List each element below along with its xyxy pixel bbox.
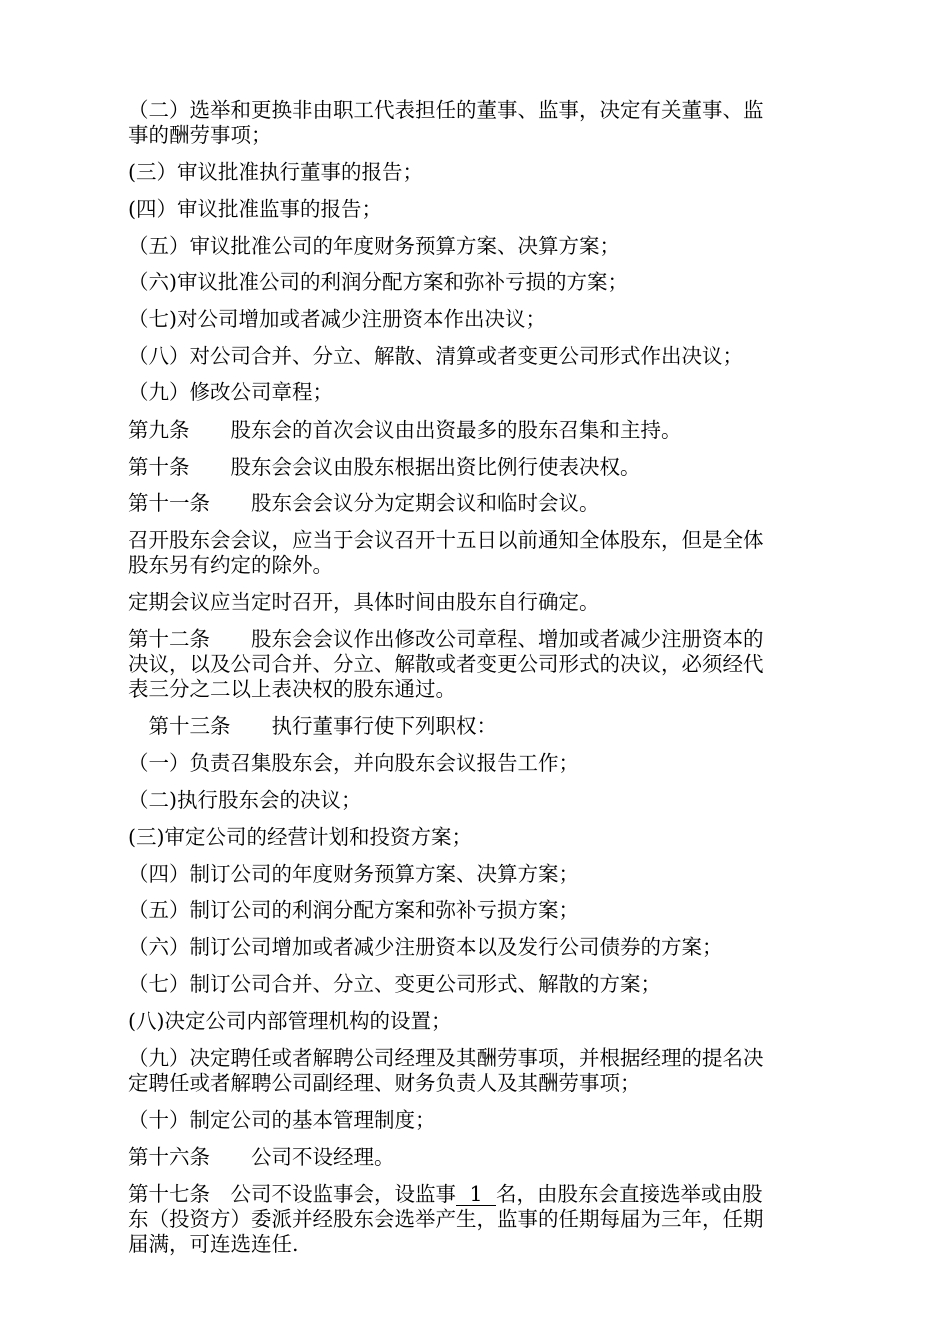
text-line: 第十二条 股东会会议作出修改公司章程、增加或者减少注册资本的 bbox=[128, 627, 764, 651]
text-line: （五）制订公司的利润分配方案和弥补亏损方案； bbox=[128, 898, 579, 922]
text-line: （六）制订公司增加或者减少注册资本以及发行公司债券的方案； bbox=[128, 935, 723, 959]
text-line: （二)执行股东会的决议； bbox=[128, 788, 362, 812]
text-line: 第九条 股东会的首次会议由出资最多的股东召集和主持。 bbox=[128, 418, 682, 442]
clause-item-7 bbox=[128, 307, 828, 332]
power-item-3 bbox=[128, 825, 828, 850]
clause-item-3 bbox=[128, 160, 828, 185]
clause-item-6 bbox=[128, 270, 828, 295]
power-item-9 bbox=[128, 1046, 828, 1096]
meeting-notice-paragraph bbox=[128, 528, 828, 578]
power-item-7 bbox=[128, 972, 828, 997]
text-line: 事的酬劳事项； bbox=[128, 123, 272, 147]
clause-item-5 bbox=[128, 234, 828, 259]
text-line: （十）制定公司的基本管理制度； bbox=[128, 1108, 436, 1132]
text-line: 第十一条 股东会会议分为定期会议和临时会议。 bbox=[128, 491, 600, 515]
article-10 bbox=[128, 455, 828, 480]
regular-meeting-paragraph bbox=[128, 590, 828, 615]
power-item-10 bbox=[128, 1108, 828, 1133]
text-line: (四）审议批准监事的报告； bbox=[128, 197, 382, 221]
text-line: (八)决定公司内部管理机构的设置； bbox=[128, 1009, 452, 1033]
text-line: (三)审定公司的经营计划和投资方案； bbox=[128, 825, 472, 849]
text-line: (三）审议批准执行董事的报告； bbox=[128, 160, 423, 184]
supervisor-count-field: 1 bbox=[456, 1184, 496, 1206]
text-line: 东（投资方）委派并经股东会选举产生，监事的任期每届为三年，任期 bbox=[128, 1207, 764, 1231]
text-line: 召开股东会会议，应当于会议召开十五日以前通知全体股东，但是全体 bbox=[128, 528, 764, 552]
article-12 bbox=[128, 627, 828, 702]
power-item-5 bbox=[128, 898, 828, 923]
text-line: （六)审议批准公司的利润分配方案和弥补亏损的方案； bbox=[128, 270, 628, 294]
clause-item-4 bbox=[128, 197, 828, 222]
text-line: 表三分之二以上表决权的股东通过。 bbox=[128, 677, 456, 701]
text-line: （五）审议批准公司的年度财务预算方案、决算方案； bbox=[128, 234, 620, 258]
text-line: 决议，以及公司合并、分立、解散或者变更公司形式的决议，必须经代 bbox=[128, 652, 764, 676]
article-11 bbox=[128, 491, 828, 516]
text-line: 第十三条 执行董事行使下列职权： bbox=[128, 714, 497, 738]
article-17 bbox=[128, 1182, 828, 1257]
text-line: （一）负责召集股东会，并向股东会议报告工作； bbox=[128, 751, 579, 775]
clause-item-8 bbox=[128, 344, 828, 369]
clause-item-9 bbox=[128, 380, 828, 405]
text-line: （九）决定聘任或者解聘公司经理及其酬劳事项，并根据经理的提名决 bbox=[128, 1046, 764, 1070]
text-line: （九）修改公司章程； bbox=[128, 380, 333, 404]
text-segment: 第十七条 公司不设监事会，设监事 bbox=[128, 1182, 456, 1206]
power-item-1 bbox=[128, 751, 828, 776]
text-line: （二）选举和更换非由职工代表担任的董事、监事，决定有关董事、监 bbox=[128, 98, 764, 122]
text-line: 股东另有约定的除外。 bbox=[128, 553, 333, 577]
text-segment: 名，由股东会直接选举或由股 bbox=[496, 1182, 763, 1206]
article-9 bbox=[128, 418, 828, 443]
article-16 bbox=[128, 1145, 828, 1170]
clause-item-2 bbox=[128, 98, 828, 148]
text-line: （四）制订公司的年度财务预算方案、决算方案； bbox=[128, 862, 579, 886]
power-item-2 bbox=[128, 788, 828, 813]
text-line: （八）对公司合并、分立、解散、清算或者变更公司形式作出决议； bbox=[128, 344, 743, 368]
text-line: （七）制订公司合并、分立、变更公司形式、解散的方案； bbox=[128, 972, 661, 996]
text-line: 定聘任或者解聘公司副经理、财务负责人及其酬劳事项； bbox=[128, 1071, 641, 1095]
text-line: 第十条 股东会会议由股东根据出资比例行使表决权。 bbox=[128, 455, 641, 479]
power-item-8 bbox=[128, 1009, 828, 1034]
article-13 bbox=[128, 714, 828, 739]
text-line: 第十六条 公司不设经理。 bbox=[128, 1145, 395, 1169]
text-line: 定期会议应当定时召开，具体时间由股东自行确定。 bbox=[128, 590, 600, 614]
text-line bbox=[128, 1182, 828, 1207]
text-line: （七)对公司增加或者减少注册资本作出决议； bbox=[128, 307, 546, 331]
text-line: 届满，可连选连任. bbox=[128, 1232, 299, 1256]
power-item-4 bbox=[128, 862, 828, 887]
power-item-6 bbox=[128, 935, 828, 960]
